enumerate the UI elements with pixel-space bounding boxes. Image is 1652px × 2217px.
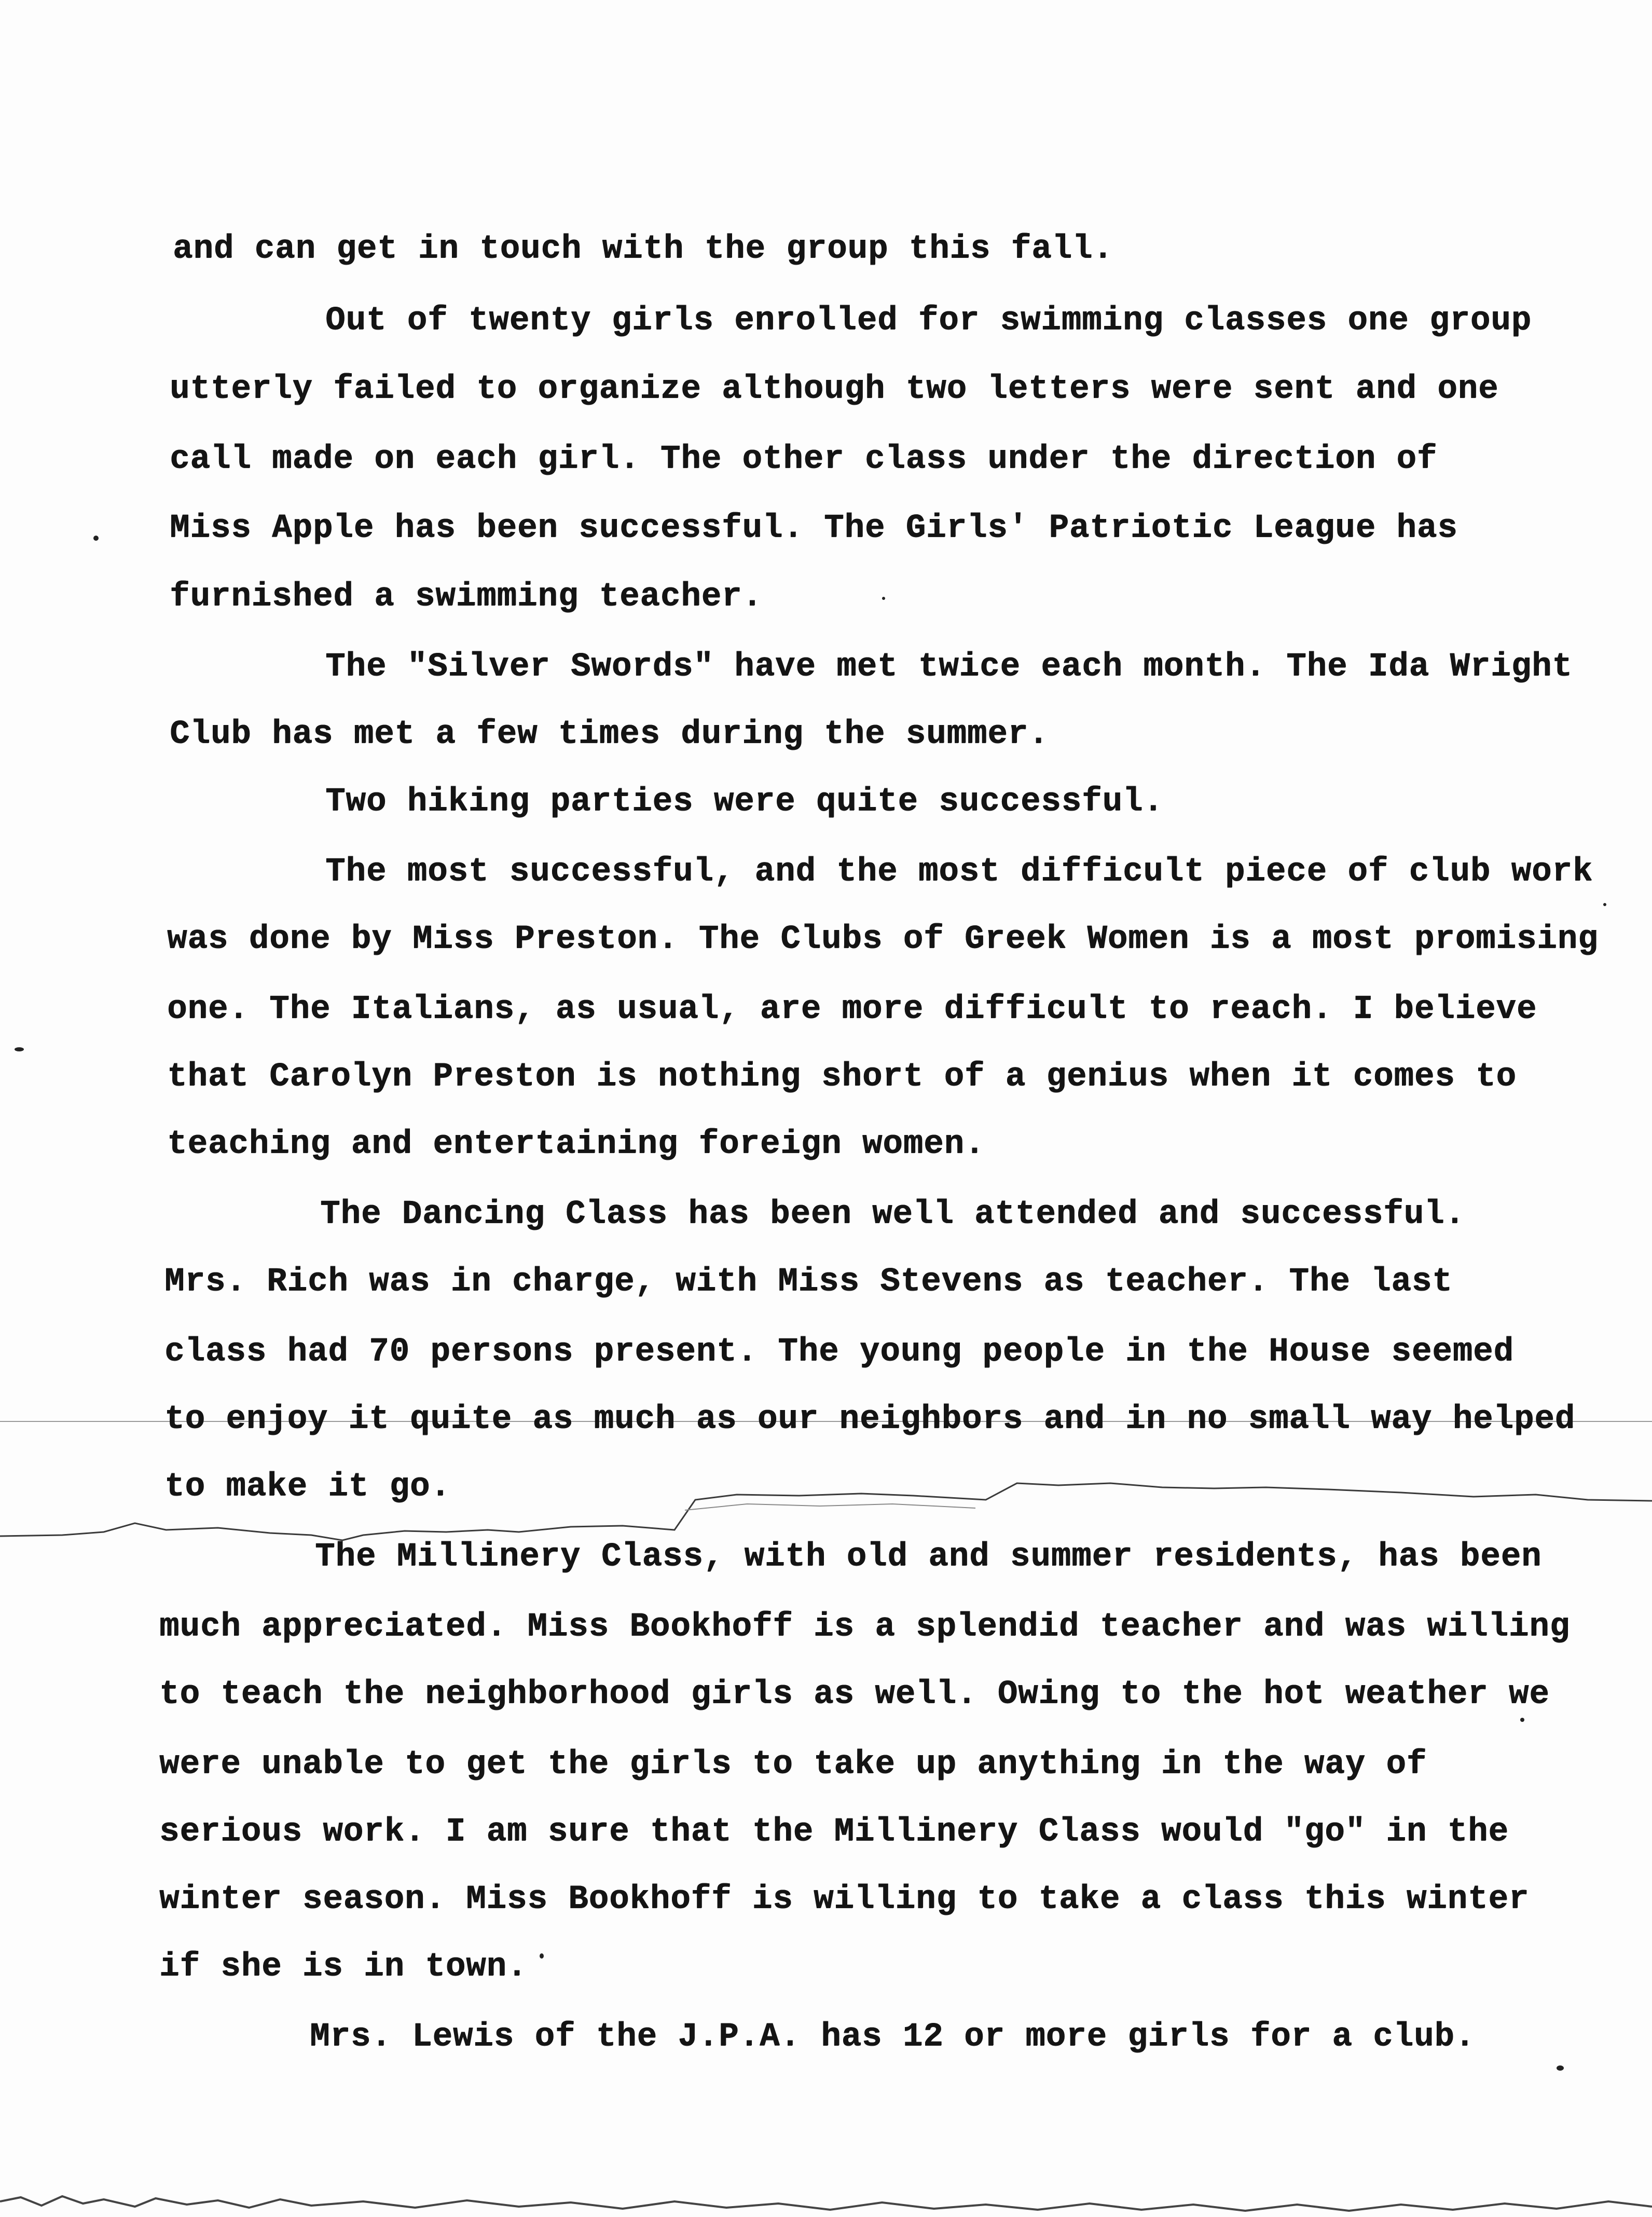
bottom-edge-noise	[0, 2181, 1652, 2217]
scan-speck	[1603, 903, 1606, 906]
text-line: Miss Apple has been successful. The Girls' Patriotic League has	[170, 510, 1458, 547]
text-line: to teach the neighborhood girls as well. Owing to the hot weather we	[159, 1676, 1550, 1713]
text-line: teaching and entertaining foreign women.	[167, 1126, 985, 1163]
text-line: Two hiking parties were quite successful.	[325, 783, 1164, 820]
text-line: winter season. Miss Bookhoff is willing to take a class this winter	[159, 1881, 1530, 1918]
text-line: and can get in touch with the group this fall.	[173, 230, 1113, 268]
text-line: The Dancing Class has been well attended and successful.	[320, 1196, 1465, 1233]
text-line: to make it go.	[164, 1468, 451, 1506]
text-line: Mrs. Rich was in charge, with Miss Stevens as teacher. The last	[164, 1263, 1453, 1301]
text-line: Mrs. Lewis of the J.P.A. has 12 or more girls for a club.	[310, 2018, 1476, 2056]
text-line: were unable to get the girls to take up anything in the way of	[159, 1746, 1427, 1783]
text-line: call made on each girl. The other class under the direction of	[170, 441, 1438, 478]
text-line: class had 70 persons present. The young people in the House seemed	[164, 1333, 1514, 1371]
scan-speck	[540, 1953, 544, 1959]
scan-speck	[1520, 1718, 1524, 1722]
text-line: Club has met a few times during the summer.	[170, 716, 1049, 753]
text-line: furnished a swimming teacher.	[170, 578, 763, 615]
scan-speck	[15, 1047, 24, 1051]
text-line: much appreciated. Miss Bookhoff is a splendid teacher and was willing	[159, 1608, 1571, 1646]
scan-speck	[1557, 2065, 1564, 2071]
text-line: one. The Italians, as usual, are more difficult to reach. I believe	[167, 991, 1537, 1028]
text-line: if she is in town.	[159, 1948, 528, 1986]
scan-speck	[93, 536, 99, 541]
text-line: Out of twenty girls enrolled for swimming classes one group	[325, 302, 1532, 339]
text-line: The "Silver Swords" have met twice each month. The Ida Wright	[325, 648, 1573, 686]
text-line: utterly failed to organize although two letters were sent and one	[170, 371, 1499, 408]
text-line: serious work. I am sure that the Millinery Class would "go" in the	[159, 1813, 1509, 1851]
text-line: The Millinery Class, with old and summer residents, has been	[315, 1538, 1542, 1576]
text-line: The most successful, and the most difficult piece of club work	[325, 853, 1593, 891]
text-line: that Carolyn Preston is nothing short of a genius when it comes to	[167, 1058, 1517, 1096]
text-line: to enjoy it quite as much as our neighbors and in no small way helped	[164, 1401, 1576, 1438]
text-line: was done by Miss Preston. The Clubs of Greek Women is a most promising	[167, 921, 1599, 958]
scan-speck	[882, 597, 885, 600]
